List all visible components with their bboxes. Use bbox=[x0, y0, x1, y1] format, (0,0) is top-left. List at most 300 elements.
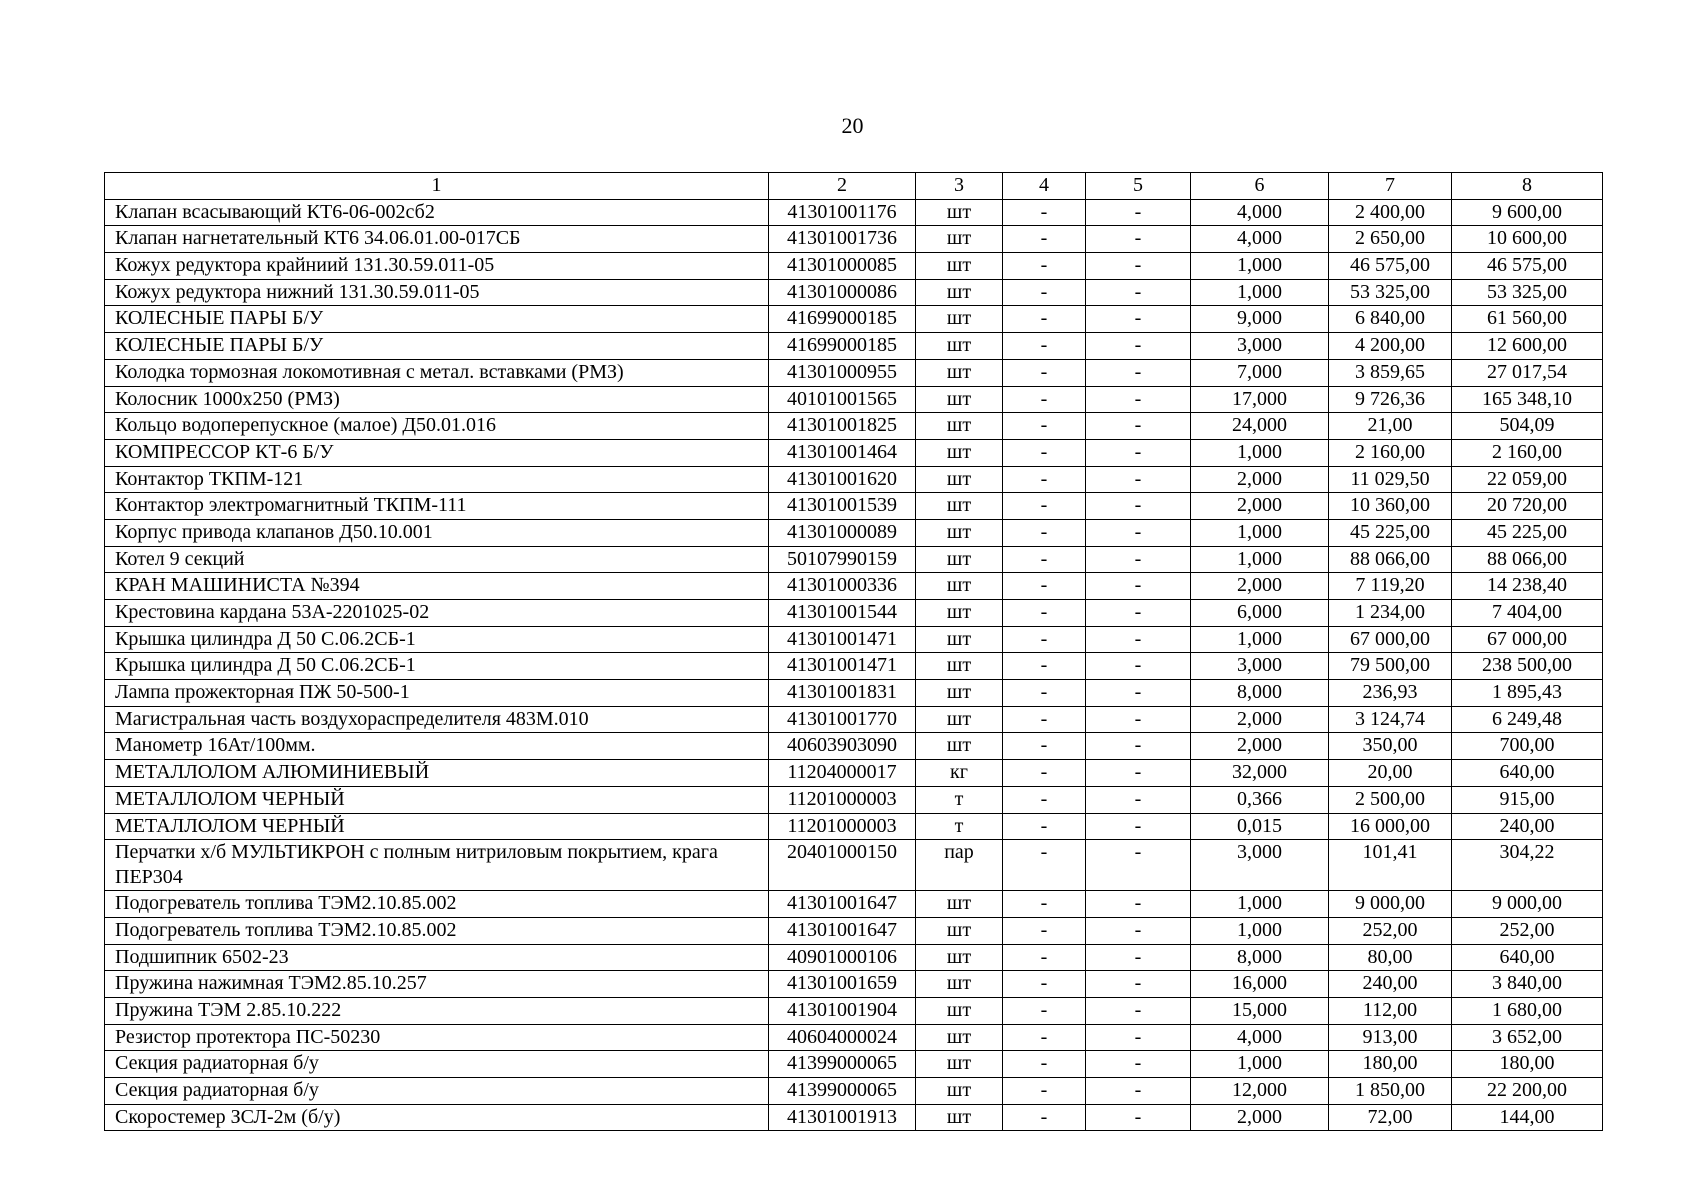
col-5-value: - bbox=[1086, 917, 1191, 944]
item-name: Контактор электромагнитный ТКПМ-111 bbox=[105, 493, 769, 520]
unit: шт bbox=[916, 199, 1003, 226]
price: 72,00 bbox=[1329, 1104, 1452, 1131]
amount: 46 575,00 bbox=[1452, 253, 1603, 280]
price: 1 850,00 bbox=[1329, 1078, 1452, 1105]
amount: 20 720,00 bbox=[1452, 493, 1603, 520]
quantity: 17,000 bbox=[1191, 386, 1329, 413]
unit: шт bbox=[916, 917, 1003, 944]
quantity: 32,000 bbox=[1191, 760, 1329, 787]
item-name: КОЛЕСНЫЕ ПАРЫ Б/У bbox=[105, 306, 769, 333]
quantity: 2,000 bbox=[1191, 706, 1329, 733]
col-5-value: - bbox=[1086, 1104, 1191, 1131]
quantity: 4,000 bbox=[1191, 199, 1329, 226]
item-name: Корпус привода клапанов Д50.10.001 bbox=[105, 519, 769, 546]
item-name: Магистральная часть воздухораспределителя 483М.010 bbox=[105, 706, 769, 733]
col-4-value: - bbox=[1003, 1078, 1086, 1105]
quantity: 2,000 bbox=[1191, 1104, 1329, 1131]
table-row bbox=[105, 306, 1603, 333]
item-code: 41301000336 bbox=[769, 573, 916, 600]
amount: 9 600,00 bbox=[1452, 199, 1603, 226]
item-name: Пружина ТЭМ 2.85.10.222 bbox=[105, 997, 769, 1024]
item-code: 41699000185 bbox=[769, 306, 916, 333]
item-code: 41301001176 bbox=[769, 199, 916, 226]
unit: шт bbox=[916, 359, 1003, 386]
col-4-value: - bbox=[1003, 840, 1086, 891]
col-4-value: - bbox=[1003, 813, 1086, 840]
col-5-value: - bbox=[1086, 600, 1191, 627]
item-code: 41301001770 bbox=[769, 706, 916, 733]
col-5-value: - bbox=[1086, 1051, 1191, 1078]
quantity: 12,000 bbox=[1191, 1078, 1329, 1105]
amount: 240,00 bbox=[1452, 813, 1603, 840]
price: 112,00 bbox=[1329, 997, 1452, 1024]
amount: 14 238,40 bbox=[1452, 573, 1603, 600]
col-4-value: - bbox=[1003, 600, 1086, 627]
table-row bbox=[105, 997, 1603, 1024]
item-code: 40604000024 bbox=[769, 1024, 916, 1051]
amount: 3 840,00 bbox=[1452, 971, 1603, 998]
col-4-value: - bbox=[1003, 626, 1086, 653]
amount: 53 325,00 bbox=[1452, 279, 1603, 306]
unit: шт bbox=[916, 333, 1003, 360]
item-code: 40101001565 bbox=[769, 386, 916, 413]
col-5-value: - bbox=[1086, 840, 1191, 891]
table-row bbox=[105, 199, 1603, 226]
page-number bbox=[0, 114, 1697, 138]
item-code: 41301001471 bbox=[769, 626, 916, 653]
unit: шт bbox=[916, 226, 1003, 253]
item-code: 41301001647 bbox=[769, 917, 916, 944]
price: 53 325,00 bbox=[1329, 279, 1452, 306]
col-4-value: - bbox=[1003, 546, 1086, 573]
quantity: 1,000 bbox=[1191, 917, 1329, 944]
col-4-value: - bbox=[1003, 253, 1086, 280]
price: 252,00 bbox=[1329, 917, 1452, 944]
table-row bbox=[105, 891, 1603, 918]
col-4-value: - bbox=[1003, 386, 1086, 413]
item-code: 41699000185 bbox=[769, 333, 916, 360]
price: 6 840,00 bbox=[1329, 306, 1452, 333]
quantity: 1,000 bbox=[1191, 891, 1329, 918]
column-header: 5 bbox=[1086, 173, 1191, 200]
price: 21,00 bbox=[1329, 413, 1452, 440]
item-name: Секция радиаторная б/у bbox=[105, 1078, 769, 1105]
price: 101,41 bbox=[1329, 840, 1452, 891]
col-4-value: - bbox=[1003, 466, 1086, 493]
quantity: 16,000 bbox=[1191, 971, 1329, 998]
col-5-value: - bbox=[1086, 971, 1191, 998]
price: 2 160,00 bbox=[1329, 439, 1452, 466]
price: 9 726,36 bbox=[1329, 386, 1452, 413]
item-code: 41301001659 bbox=[769, 971, 916, 998]
amount: 88 066,00 bbox=[1452, 546, 1603, 573]
table-row bbox=[105, 680, 1603, 707]
unit: шт bbox=[916, 253, 1003, 280]
quantity: 3,000 bbox=[1191, 840, 1329, 891]
col-5-value: - bbox=[1086, 226, 1191, 253]
table-row bbox=[105, 971, 1603, 998]
col-5-value: - bbox=[1086, 306, 1191, 333]
table-row bbox=[105, 813, 1603, 840]
price: 2 650,00 bbox=[1329, 226, 1452, 253]
amount: 12 600,00 bbox=[1452, 333, 1603, 360]
col-5-value: - bbox=[1086, 944, 1191, 971]
quantity: 1,000 bbox=[1191, 546, 1329, 573]
amount: 45 225,00 bbox=[1452, 519, 1603, 546]
table-row bbox=[105, 226, 1603, 253]
item-code: 41301001825 bbox=[769, 413, 916, 440]
col-4-value: - bbox=[1003, 413, 1086, 440]
col-5-value: - bbox=[1086, 760, 1191, 787]
col-5-value: - bbox=[1086, 997, 1191, 1024]
col-4-value: - bbox=[1003, 760, 1086, 787]
col-4-value: - bbox=[1003, 493, 1086, 520]
item-name: Колодка тормозная локомотивная с метал. вставками (РМЗ) bbox=[105, 359, 769, 386]
table-body bbox=[105, 199, 1603, 1131]
item-code: 11204000017 bbox=[769, 760, 916, 787]
quantity: 6,000 bbox=[1191, 600, 1329, 627]
col-5-value: - bbox=[1086, 1024, 1191, 1051]
unit: шт bbox=[916, 1104, 1003, 1131]
table-row bbox=[105, 653, 1603, 680]
unit: шт bbox=[916, 1051, 1003, 1078]
quantity: 0,015 bbox=[1191, 813, 1329, 840]
col-5-value: - bbox=[1086, 519, 1191, 546]
unit: шт bbox=[916, 493, 1003, 520]
item-name: Кожух редуктора крайниий 131.30.59.011-05 bbox=[105, 253, 769, 280]
table-row bbox=[105, 917, 1603, 944]
page-number-text: 20 bbox=[841, 113, 864, 138]
item-name: Колосник 1000х250 (РМЗ) bbox=[105, 386, 769, 413]
column-header: 8 bbox=[1452, 173, 1603, 200]
price: 180,00 bbox=[1329, 1051, 1452, 1078]
table-row bbox=[105, 359, 1603, 386]
col-5-value: - bbox=[1086, 626, 1191, 653]
item-code: 41301000089 bbox=[769, 519, 916, 546]
quantity: 15,000 bbox=[1191, 997, 1329, 1024]
amount: 10 600,00 bbox=[1452, 226, 1603, 253]
item-code: 41301000955 bbox=[769, 359, 916, 386]
col-4-value: - bbox=[1003, 199, 1086, 226]
item-code: 50107990159 bbox=[769, 546, 916, 573]
table-row bbox=[105, 626, 1603, 653]
item-name: Котел 9 секций bbox=[105, 546, 769, 573]
table-row bbox=[105, 386, 1603, 413]
unit: шт bbox=[916, 997, 1003, 1024]
column-header: 1 bbox=[105, 173, 769, 200]
amount: 304,22 bbox=[1452, 840, 1603, 891]
amount: 144,00 bbox=[1452, 1104, 1603, 1131]
unit: шт bbox=[916, 891, 1003, 918]
item-code: 41301001539 bbox=[769, 493, 916, 520]
col-5-value: - bbox=[1086, 546, 1191, 573]
col-4-value: - bbox=[1003, 680, 1086, 707]
table-row bbox=[105, 573, 1603, 600]
amount: 61 560,00 bbox=[1452, 306, 1603, 333]
price: 46 575,00 bbox=[1329, 253, 1452, 280]
col-5-value: - bbox=[1086, 786, 1191, 813]
table-row bbox=[105, 733, 1603, 760]
col-4-value: - bbox=[1003, 573, 1086, 600]
item-name: Секция радиаторная б/у bbox=[105, 1051, 769, 1078]
item-name: Крышка цилиндра Д 50 С.06.2СБ-1 bbox=[105, 626, 769, 653]
item-name: Лампа прожекторная ПЖ 50-500-1 bbox=[105, 680, 769, 707]
amount: 67 000,00 bbox=[1452, 626, 1603, 653]
item-name: Подшипник 6502-23 bbox=[105, 944, 769, 971]
unit: шт bbox=[916, 386, 1003, 413]
amount: 1 680,00 bbox=[1452, 997, 1603, 1024]
item-name: Крышка цилиндра Д 50 С.06.2СБ-1 bbox=[105, 653, 769, 680]
col-5-value: - bbox=[1086, 279, 1191, 306]
table-row bbox=[105, 493, 1603, 520]
col-4-value: - bbox=[1003, 439, 1086, 466]
table-row bbox=[105, 760, 1603, 787]
col-4-value: - bbox=[1003, 944, 1086, 971]
table-row bbox=[105, 1104, 1603, 1131]
unit: шт bbox=[916, 519, 1003, 546]
price: 88 066,00 bbox=[1329, 546, 1452, 573]
item-name: МЕТАЛЛОЛОМ ЧЕРНЫЙ bbox=[105, 813, 769, 840]
price: 79 500,00 bbox=[1329, 653, 1452, 680]
unit: шт bbox=[916, 706, 1003, 733]
unit: шт bbox=[916, 1078, 1003, 1105]
amount: 1 895,43 bbox=[1452, 680, 1603, 707]
unit: шт bbox=[916, 971, 1003, 998]
item-code: 41399000065 bbox=[769, 1078, 916, 1105]
col-4-value: - bbox=[1003, 279, 1086, 306]
col-4-value: - bbox=[1003, 359, 1086, 386]
unit: шт bbox=[916, 626, 1003, 653]
item-name: Пружина нажимная ТЭМ2.85.10.257 bbox=[105, 971, 769, 998]
col-5-value: - bbox=[1086, 359, 1191, 386]
item-name: КОЛЕСНЫЕ ПАРЫ Б/У bbox=[105, 333, 769, 360]
col-4-value: - bbox=[1003, 917, 1086, 944]
col-4-value: - bbox=[1003, 706, 1086, 733]
column-header: 7 bbox=[1329, 173, 1452, 200]
item-name: МЕТАЛЛОЛОМ АЛЮМИНИЕВЫЙ bbox=[105, 760, 769, 787]
quantity: 24,000 bbox=[1191, 413, 1329, 440]
item-name: Скоростемер ЗСЛ-2м (б/у) bbox=[105, 1104, 769, 1131]
item-name: Клапан всасывающий КТ6-06-002сб2 bbox=[105, 199, 769, 226]
item-code: 40603903090 bbox=[769, 733, 916, 760]
amount: 915,00 bbox=[1452, 786, 1603, 813]
amount: 2 160,00 bbox=[1452, 439, 1603, 466]
col-5-value: - bbox=[1086, 333, 1191, 360]
amount: 252,00 bbox=[1452, 917, 1603, 944]
price: 67 000,00 bbox=[1329, 626, 1452, 653]
item-code: 20401000150 bbox=[769, 840, 916, 891]
unit: шт bbox=[916, 1024, 1003, 1051]
table-row bbox=[105, 439, 1603, 466]
item-code: 41301001620 bbox=[769, 466, 916, 493]
item-name: Контактор ТКПМ-121 bbox=[105, 466, 769, 493]
item-name: Подогреватель топлива ТЭМ2.10.85.002 bbox=[105, 917, 769, 944]
table-row bbox=[105, 1051, 1603, 1078]
unit: шт bbox=[916, 653, 1003, 680]
amount: 6 249,48 bbox=[1452, 706, 1603, 733]
unit: т bbox=[916, 813, 1003, 840]
price: 45 225,00 bbox=[1329, 519, 1452, 546]
amount: 238 500,00 bbox=[1452, 653, 1603, 680]
quantity: 3,000 bbox=[1191, 653, 1329, 680]
col-4-value: - bbox=[1003, 519, 1086, 546]
column-header: 6 bbox=[1191, 173, 1329, 200]
amount: 700,00 bbox=[1452, 733, 1603, 760]
col-5-value: - bbox=[1086, 891, 1191, 918]
quantity: 2,000 bbox=[1191, 493, 1329, 520]
col-5-value: - bbox=[1086, 199, 1191, 226]
table-row bbox=[105, 413, 1603, 440]
amount: 27 017,54 bbox=[1452, 359, 1603, 386]
item-name: Перчатки х/б МУЛЬТИКРОН с полным нитриловым покрытием, крага ПЕР304 bbox=[105, 840, 769, 891]
quantity: 4,000 bbox=[1191, 1024, 1329, 1051]
amount: 22 200,00 bbox=[1452, 1078, 1603, 1105]
col-5-value: - bbox=[1086, 439, 1191, 466]
amount: 504,09 bbox=[1452, 413, 1603, 440]
col-4-value: - bbox=[1003, 891, 1086, 918]
price: 10 360,00 bbox=[1329, 493, 1452, 520]
price: 9 000,00 bbox=[1329, 891, 1452, 918]
table-row bbox=[105, 840, 1603, 891]
table-row bbox=[105, 466, 1603, 493]
table-row bbox=[105, 706, 1603, 733]
price: 11 029,50 bbox=[1329, 466, 1452, 493]
unit: шт bbox=[916, 600, 1003, 627]
table-row bbox=[105, 546, 1603, 573]
col-5-value: - bbox=[1086, 386, 1191, 413]
unit: шт bbox=[916, 466, 1003, 493]
col-4-value: - bbox=[1003, 1051, 1086, 1078]
item-code: 41301000085 bbox=[769, 253, 916, 280]
col-4-value: - bbox=[1003, 333, 1086, 360]
unit: шт bbox=[916, 279, 1003, 306]
header-row bbox=[105, 173, 1603, 200]
item-name: Кожух редуктора нижний 131.30.59.011-05 bbox=[105, 279, 769, 306]
quantity: 2,000 bbox=[1191, 466, 1329, 493]
price: 913,00 bbox=[1329, 1024, 1452, 1051]
amount: 3 652,00 bbox=[1452, 1024, 1603, 1051]
column-header: 2 bbox=[769, 173, 916, 200]
price: 16 000,00 bbox=[1329, 813, 1452, 840]
inventory-table bbox=[104, 172, 1603, 1131]
item-code: 41301000086 bbox=[769, 279, 916, 306]
table-row bbox=[105, 786, 1603, 813]
col-4-value: - bbox=[1003, 1104, 1086, 1131]
quantity: 1,000 bbox=[1191, 253, 1329, 280]
item-code: 41301001736 bbox=[769, 226, 916, 253]
item-name: Резистор протектора ПС-50230 bbox=[105, 1024, 769, 1051]
item-code: 40901000106 bbox=[769, 944, 916, 971]
col-5-value: - bbox=[1086, 733, 1191, 760]
item-code: 41301001544 bbox=[769, 600, 916, 627]
unit: шт bbox=[916, 546, 1003, 573]
item-name: МЕТАЛЛОЛОМ ЧЕРНЫЙ bbox=[105, 786, 769, 813]
unit: т bbox=[916, 786, 1003, 813]
col-5-value: - bbox=[1086, 706, 1191, 733]
col-4-value: - bbox=[1003, 971, 1086, 998]
price: 2 400,00 bbox=[1329, 199, 1452, 226]
item-name: Крестовина кардана 53А-2201025-02 bbox=[105, 600, 769, 627]
col-4-value: - bbox=[1003, 226, 1086, 253]
item-code: 41301001904 bbox=[769, 997, 916, 1024]
table-row bbox=[105, 333, 1603, 360]
quantity: 1,000 bbox=[1191, 626, 1329, 653]
item-code: 41301001647 bbox=[769, 891, 916, 918]
column-header: 3 bbox=[916, 173, 1003, 200]
price: 4 200,00 bbox=[1329, 333, 1452, 360]
item-code: 41301001913 bbox=[769, 1104, 916, 1131]
item-code: 41399000065 bbox=[769, 1051, 916, 1078]
quantity: 4,000 bbox=[1191, 226, 1329, 253]
column-header: 4 bbox=[1003, 173, 1086, 200]
unit: шт bbox=[916, 306, 1003, 333]
unit: шт bbox=[916, 733, 1003, 760]
price: 20,00 bbox=[1329, 760, 1452, 787]
col-5-value: - bbox=[1086, 1078, 1191, 1105]
amount: 9 000,00 bbox=[1452, 891, 1603, 918]
price: 236,93 bbox=[1329, 680, 1452, 707]
col-4-value: - bbox=[1003, 997, 1086, 1024]
table-row bbox=[105, 253, 1603, 280]
col-4-value: - bbox=[1003, 786, 1086, 813]
col-5-value: - bbox=[1086, 493, 1191, 520]
quantity: 1,000 bbox=[1191, 279, 1329, 306]
unit: шт bbox=[916, 944, 1003, 971]
col-5-value: - bbox=[1086, 413, 1191, 440]
price: 1 234,00 bbox=[1329, 600, 1452, 627]
amount: 640,00 bbox=[1452, 944, 1603, 971]
quantity: 2,000 bbox=[1191, 733, 1329, 760]
item-name: Клапан нагнетательный КТ6 34.06.01.00-017СБ bbox=[105, 226, 769, 253]
table-row bbox=[105, 944, 1603, 971]
col-4-value: - bbox=[1003, 733, 1086, 760]
quantity: 1,000 bbox=[1191, 439, 1329, 466]
amount: 7 404,00 bbox=[1452, 600, 1603, 627]
table-row bbox=[105, 279, 1603, 306]
item-code: 41301001831 bbox=[769, 680, 916, 707]
quantity: 3,000 bbox=[1191, 333, 1329, 360]
item-code: 41301001464 bbox=[769, 439, 916, 466]
price: 7 119,20 bbox=[1329, 573, 1452, 600]
unit: кг bbox=[916, 760, 1003, 787]
price: 3 859,65 bbox=[1329, 359, 1452, 386]
price: 350,00 bbox=[1329, 733, 1452, 760]
price: 80,00 bbox=[1329, 944, 1452, 971]
item-code: 11201000003 bbox=[769, 813, 916, 840]
quantity: 7,000 bbox=[1191, 359, 1329, 386]
col-5-value: - bbox=[1086, 466, 1191, 493]
price: 240,00 bbox=[1329, 971, 1452, 998]
unit: пар bbox=[916, 840, 1003, 891]
table-row bbox=[105, 600, 1603, 627]
price: 3 124,74 bbox=[1329, 706, 1452, 733]
col-5-value: - bbox=[1086, 253, 1191, 280]
quantity: 1,000 bbox=[1191, 519, 1329, 546]
table-row bbox=[105, 1024, 1603, 1051]
item-name: Кольцо водоперепускное (малое) Д50.01.016 bbox=[105, 413, 769, 440]
col-4-value: - bbox=[1003, 653, 1086, 680]
col-5-value: - bbox=[1086, 653, 1191, 680]
item-name: КРАН МАШИНИСТА №394 bbox=[105, 573, 769, 600]
quantity: 9,000 bbox=[1191, 306, 1329, 333]
col-4-value: - bbox=[1003, 1024, 1086, 1051]
item-code: 11201000003 bbox=[769, 786, 916, 813]
unit: шт bbox=[916, 573, 1003, 600]
item-name: КОМПРЕССОР КТ-6 Б/У bbox=[105, 439, 769, 466]
item-code: 41301001471 bbox=[769, 653, 916, 680]
unit: шт bbox=[916, 680, 1003, 707]
amount: 180,00 bbox=[1452, 1051, 1603, 1078]
